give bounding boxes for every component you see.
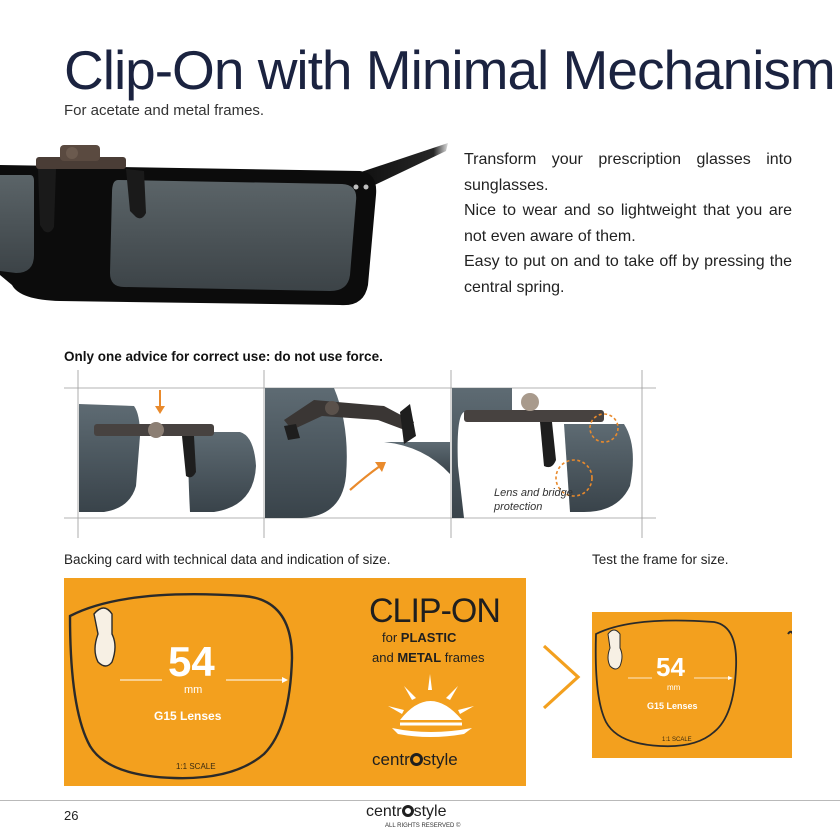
step-3-label-line1: Lens and bridge — [494, 487, 573, 499]
footer-brand-left: centr — [366, 803, 402, 820]
for-prefix: for — [382, 630, 398, 645]
brand-logo — [372, 750, 458, 770]
page-subtitle: For acetate and metal frames. — [64, 102, 265, 119]
test-frame-label: Test the frame for size. — [592, 552, 729, 567]
description-line: Nice to wear and so lightweight that you are not even aware of them. — [464, 202, 792, 245]
test-lens-type: G15 Lenses — [647, 701, 698, 711]
frame-size-unit: mm — [184, 684, 203, 696]
sun-logo — [388, 674, 474, 737]
scale-label: 1:1 SCALE — [176, 762, 216, 771]
usage-step-3 — [452, 388, 633, 518]
description-line: Easy to put on and to take off by pressing the central spring. — [464, 253, 792, 296]
brand-text-left: centr — [372, 750, 410, 769]
footer-brand-o-icon — [402, 805, 414, 817]
backing-card-label: Backing card with technical data and indication of size. — [64, 552, 391, 567]
frame-size-value: 54 — [168, 638, 215, 685]
test-frame-size-unit: mm — [667, 683, 681, 692]
frames-suffix: frames — [444, 650, 485, 665]
product-description — [464, 147, 792, 300]
backing-card — [64, 578, 526, 786]
lens-type: G15 Lenses — [154, 709, 222, 723]
description-line: Transform your prescription glasses into sunglasses. — [464, 151, 792, 194]
usage-step-1 — [79, 390, 256, 512]
clip-on-sunglasses-photo — [0, 135, 450, 320]
page-title: Clip-On with Minimal Mechanism — [64, 39, 835, 101]
test-frame-size-value: 54 — [656, 652, 685, 682]
frame-material-line-1 — [382, 630, 456, 645]
and-prefix: and — [372, 650, 394, 665]
test-scale-label: 1:1 SCALE — [662, 737, 692, 743]
frame-outline-drawing-small — [592, 612, 792, 758]
usage-steps-illustration — [64, 366, 656, 538]
clip-on-heading: CLIP-ON — [369, 592, 500, 630]
footer-divider — [0, 800, 840, 801]
frame-material-line-2 — [372, 650, 485, 665]
metal-label: METAL — [397, 650, 442, 665]
brand-o-icon — [410, 753, 423, 766]
page-number: 26 — [64, 808, 79, 823]
step-3-label-line2: protection — [494, 501, 543, 513]
footer-brand-right: style — [413, 803, 447, 820]
footer-brand-logo — [366, 803, 446, 821]
usage-advice: Only one advice for correct use: do not use force. — [64, 349, 383, 364]
brand-text-right: style — [422, 750, 458, 769]
chevron-right-icon — [540, 642, 582, 712]
rights-notice: ALL RIGHTS RESERVED © — [385, 823, 461, 829]
plastic-label: PLASTIC — [400, 630, 457, 645]
usage-step-2 — [265, 388, 450, 518]
test-size-card — [592, 612, 792, 758]
